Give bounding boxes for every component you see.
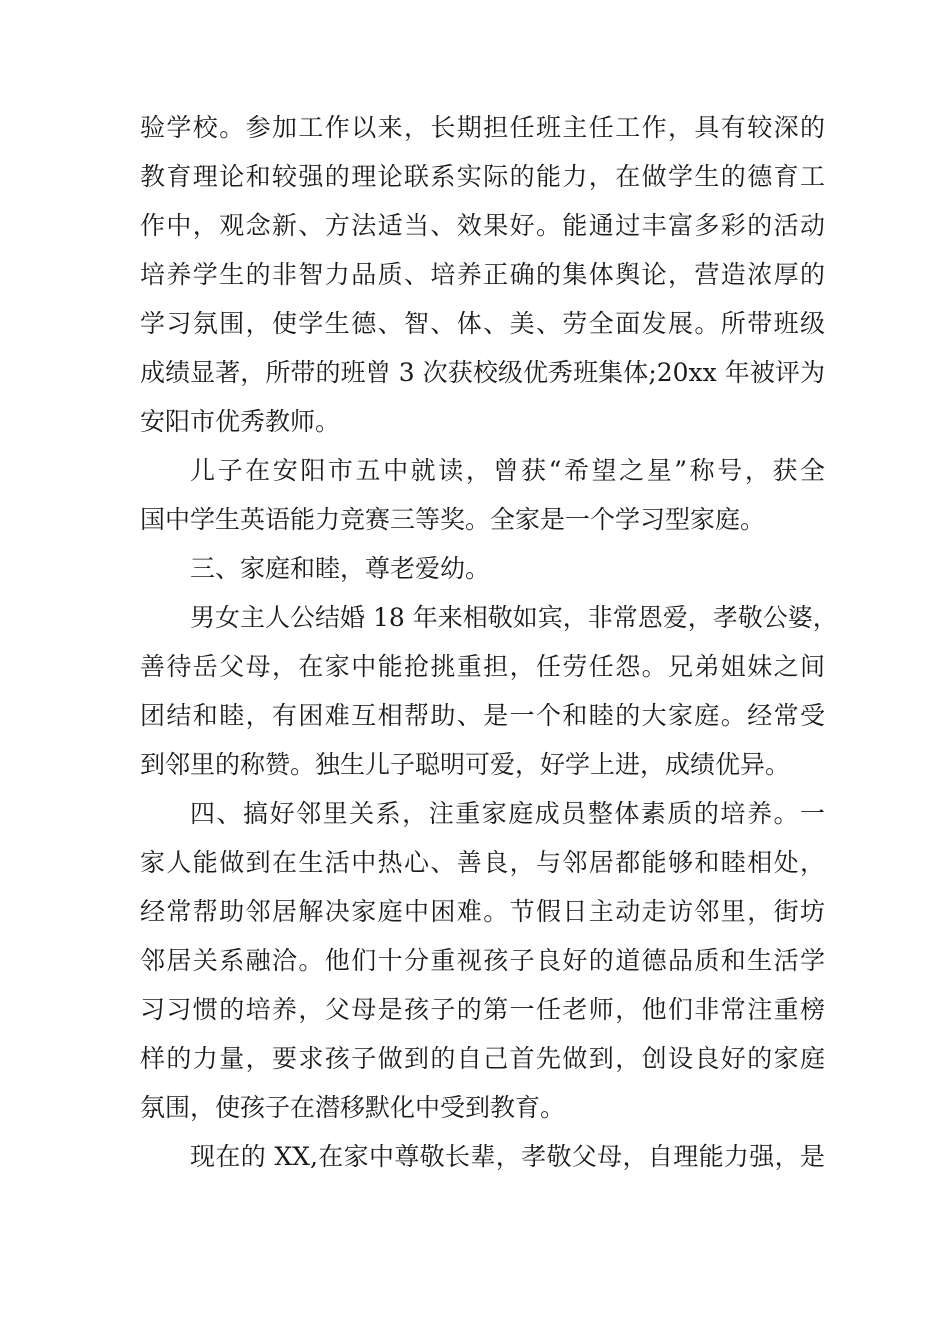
paragraph-first-line: 男女主人公结婚 18 年来相敬如宾，非常恩爱，孝敬公婆， (190, 603, 838, 632)
paragraph-first-line: 现在的 XX,在家中尊敬长辈，孝敬父母，自理能力强，是 (190, 1142, 825, 1171)
text-line: 样的力量，要求孩子做到的自己首先做到，创设良好的家庭 (140, 1044, 825, 1073)
text-line: 家人能做到在生活中热心、善良，与邻居都能够和睦相处， (140, 848, 825, 877)
document-body (140, 103, 838, 1181)
paragraph-first-line: 儿子在安阳市五中就读，曾获“希望之星”称号，获全 (190, 456, 825, 485)
text-line: 培养学生的非智力品质、培养正确的集体舆论，营造浓厚的 (140, 260, 825, 289)
text-line: 成绩显著，所带的班曾 3 次获校级优秀班集体;20xx 年被评为 (140, 358, 825, 387)
text-line: 习习惯的培养，父母是孩子的第一任老师，他们非常注重榜 (140, 995, 825, 1024)
text-line: 善待岳父母，在家中能抢挑重担，任劳任怨。兄弟姐妹之间 (140, 652, 825, 681)
text-line: 作中，观念新、方法适当、效果好。能通过丰富多彩的活动 (140, 211, 825, 240)
section-heading: 三、家庭和睦，尊老爱幼。 (190, 554, 491, 583)
text-line: 邻居关系融洽。他们十分重视孩子良好的道德品质和生活学 (140, 946, 825, 975)
text-line: 学习氛围，使学生德、智、体、美、劳全面发展。所带班级 (140, 309, 825, 338)
text-line: 验学校。参加工作以来，长期担任班主任工作，具有较深的 (140, 113, 825, 142)
text-line: 氛围，使孩子在潜移默化中受到教育。 (140, 1093, 566, 1122)
text-line: 教育理论和较强的理论联系实际的能力，在做学生的德育工 (140, 162, 825, 191)
text-line: 国中学生英语能力竞赛三等奖。全家是一个学习型家庭。 (140, 505, 766, 534)
paragraph-first-line: 四、搞好邻里关系，注重家庭成员整体素质的培养。一 (190, 799, 825, 828)
text-line: 到邻里的称赞。独生儿子聪明可爱，好学上进，成绩优异。 (140, 750, 791, 779)
text-line: 安阳市优秀教师。 (140, 407, 341, 436)
text-line: 团结和睦，有困难互相帮助、是一个和睦的大家庭。经常受 (140, 701, 825, 730)
text-line: 经常帮助邻居解决家庭中困难。节假日主动走访邻里，街坊 (140, 897, 825, 926)
